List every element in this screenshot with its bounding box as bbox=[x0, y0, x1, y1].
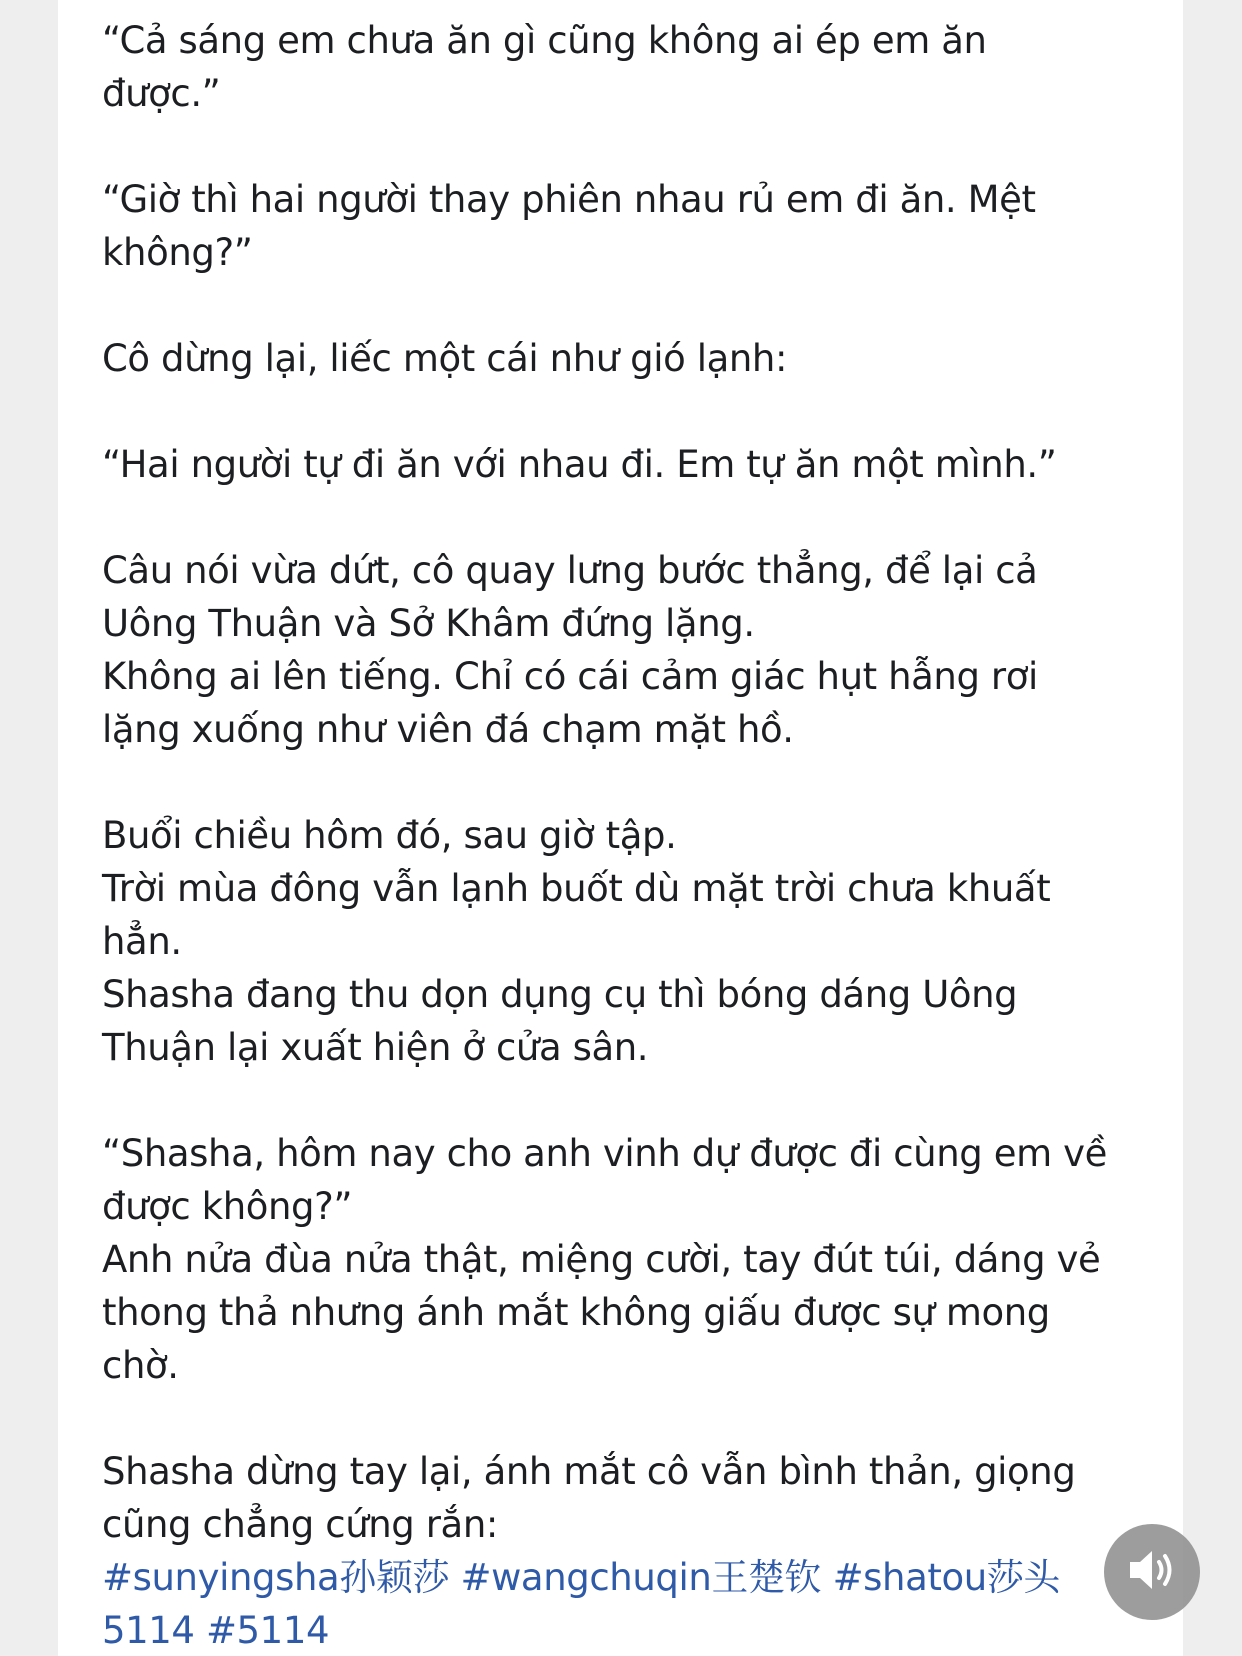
post-line: cũng chẳng cứng rắn: bbox=[102, 1503, 498, 1546]
hashtag-line bbox=[102, 1604, 1152, 1656]
post-line: “Hai người tự đi ăn với nhau đi. Em tự ăn một mình.” bbox=[102, 443, 1057, 486]
hashtag-link-continued[interactable]: 5114 bbox=[102, 1609, 195, 1652]
post-line: Không ai lên tiếng. Chỉ có cái cảm giác hụt hẫng rơi bbox=[102, 655, 1038, 698]
speaker-volume-icon bbox=[1126, 1547, 1178, 1598]
hashtag-line bbox=[102, 1551, 1152, 1604]
post-line: Buổi chiều hôm đó, sau giờ tập. bbox=[102, 814, 677, 857]
post-line: hẳn. bbox=[102, 920, 182, 963]
post-line: không?” bbox=[102, 231, 253, 274]
post-line bbox=[102, 279, 1152, 332]
post-line bbox=[102, 756, 1152, 809]
post-line: Cô dừng lại, liếc một cái như gió lạnh: bbox=[102, 337, 788, 380]
post-line: Shasha dừng tay lại, ánh mắt cô vẫn bình thản, giọng bbox=[102, 1450, 1076, 1493]
post-line bbox=[102, 385, 1152, 438]
post-line: Shasha đang thu dọn dụng cụ thì bóng dáng Uông bbox=[102, 973, 1018, 1016]
post-line: “Cả sáng em chưa ăn gì cũng không ai ép em ăn bbox=[102, 19, 987, 62]
hashtag-link[interactable]: #5114 bbox=[205, 1609, 330, 1652]
post-line bbox=[102, 491, 1152, 544]
post-line: Anh nửa đùa nửa thật, miệng cười, tay đút túi, dáng vẻ bbox=[102, 1238, 1101, 1281]
post-line: “Giờ thì hai người thay phiên nhau rủ em đi ăn. Mệt bbox=[102, 178, 1036, 221]
post-line: Câu nói vừa dứt, cô quay lưng bước thẳng, để lại cả bbox=[102, 549, 1038, 592]
post-line: lặng xuống như viên đá chạm mặt hồ. bbox=[102, 708, 794, 751]
post-line: Thuận lại xuất hiện ở cửa sân. bbox=[102, 1026, 649, 1069]
post-line: Uông Thuận và Sở Khâm đứng lặng. bbox=[102, 602, 755, 645]
hashtag-link[interactable]: #sunyingsha孙颖莎 bbox=[102, 1556, 450, 1599]
post-line bbox=[102, 1074, 1152, 1127]
post-line bbox=[102, 120, 1152, 173]
post-line: “Shasha, hôm nay cho anh vinh dự được đi cùng em về bbox=[102, 1132, 1107, 1175]
hashtag-link[interactable]: #shatou莎头 bbox=[832, 1556, 1060, 1599]
post-line: thong thả nhưng ánh mắt không giấu được sự mong bbox=[102, 1291, 1050, 1334]
post-text bbox=[102, 14, 1152, 1656]
sound-toggle-button[interactable] bbox=[1104, 1524, 1200, 1620]
post-line: chờ. bbox=[102, 1344, 179, 1387]
hashtag-link[interactable]: #wangchuqin王楚钦 bbox=[460, 1556, 822, 1599]
post-line: được.” bbox=[102, 72, 221, 115]
post-line bbox=[102, 1392, 1152, 1445]
post-line: được không?” bbox=[102, 1185, 353, 1228]
post-line: Trời mùa đông vẫn lạnh buốt dù mặt trời chưa khuất bbox=[102, 867, 1051, 910]
